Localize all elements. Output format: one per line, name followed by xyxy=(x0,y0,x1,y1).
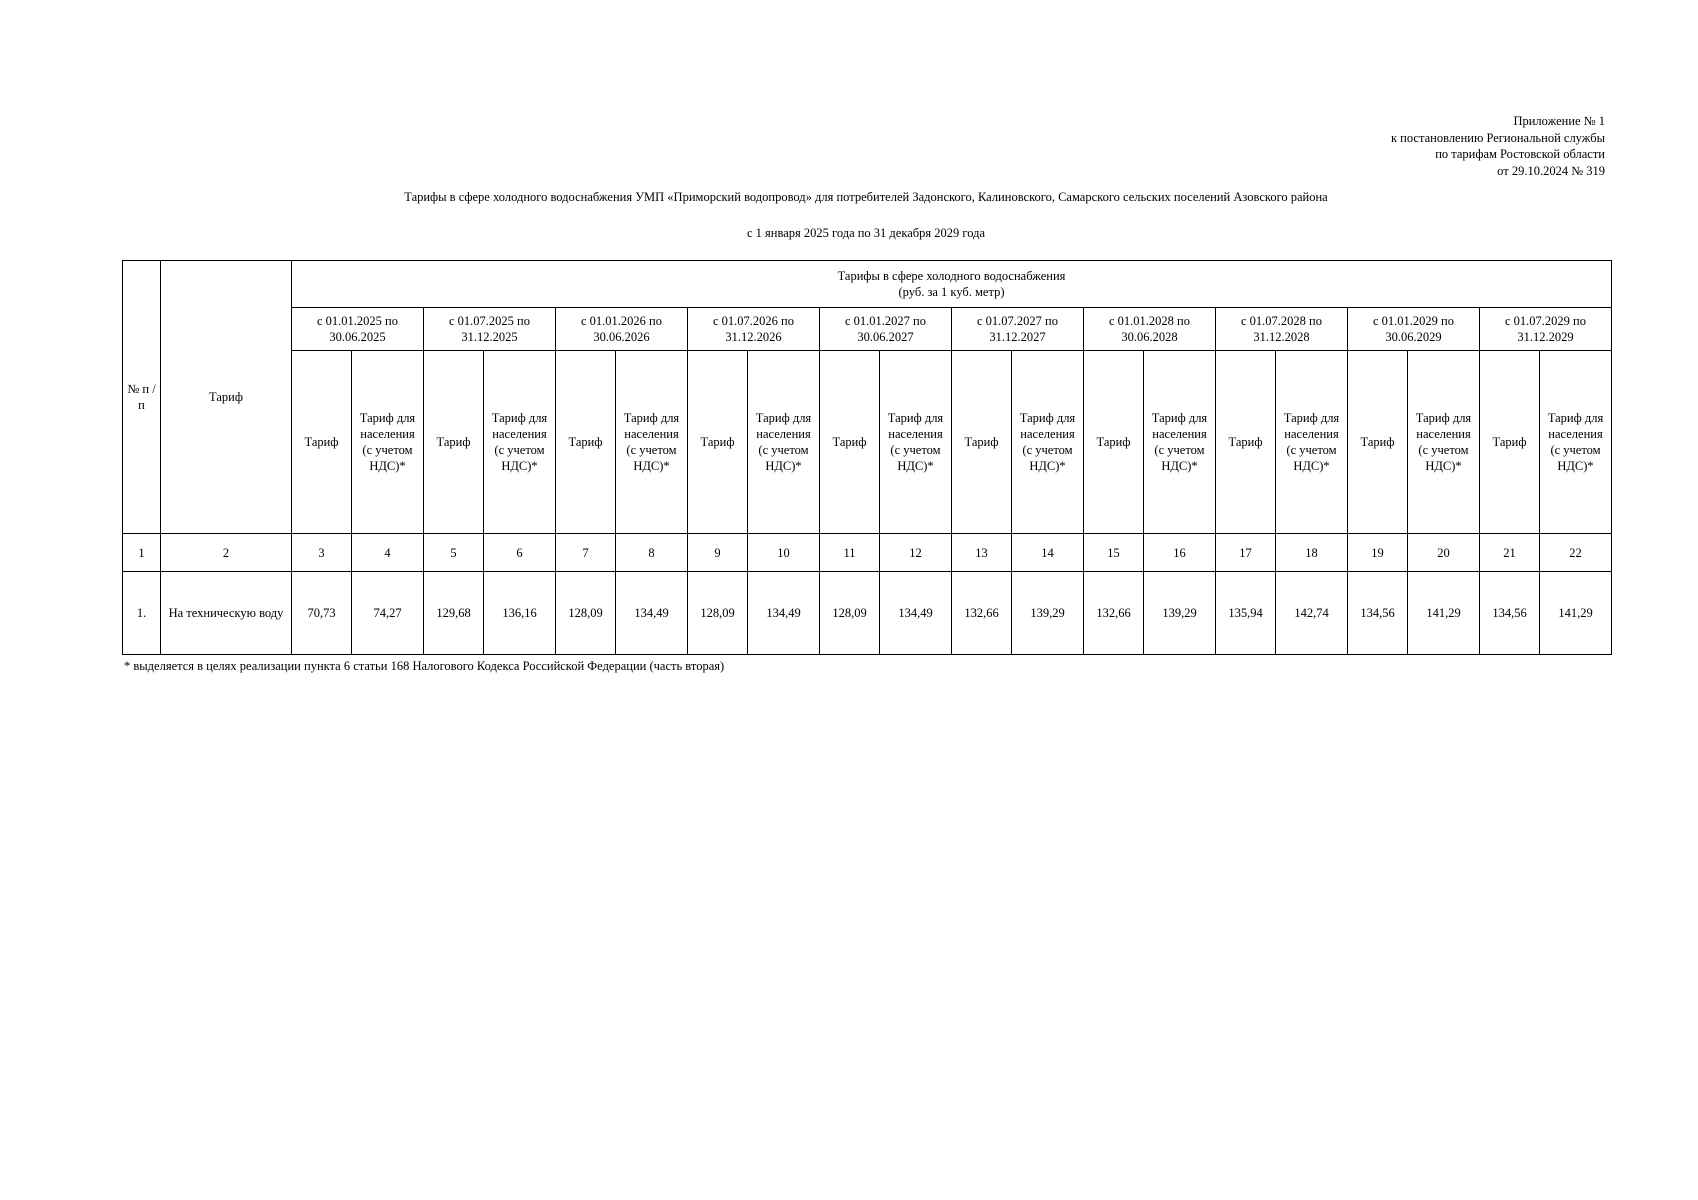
subheader-population-tariff-cell: Тариф для населения (с учетом НДС)* xyxy=(1276,351,1348,534)
table-row xyxy=(123,572,1612,655)
subheader-tariff-cell: Тариф xyxy=(556,351,616,534)
tariff-value-cell: 70,73 xyxy=(292,572,352,655)
header-tariff-cell: Тариф xyxy=(161,261,292,534)
subheader-population-tariff-cell: Тариф для населения (с учетом НДС)* xyxy=(880,351,952,534)
column-number-cell: 4 xyxy=(352,534,424,572)
tariff-value-cell: 128,09 xyxy=(556,572,616,655)
period-header-cell xyxy=(424,308,556,351)
appendix-line-1: Приложение № 1 xyxy=(1513,114,1605,128)
subheader-population-tariff-cell: Тариф для населения (с учетом НДС)* xyxy=(748,351,820,534)
column-number-cell: 9 xyxy=(688,534,748,572)
column-number-cell: 20 xyxy=(1408,534,1480,572)
appendix-line-2: к постановлению Региональной службы xyxy=(1390,130,1605,145)
column-number-cell: 5 xyxy=(424,534,484,572)
appendix-line-3: по тарифам Ростовской области xyxy=(1435,147,1605,161)
subheader-tariff-cell: Тариф xyxy=(1480,351,1540,534)
subheader-tariff-cell: Тариф xyxy=(820,351,880,534)
tariff-value-cell: 134,49 xyxy=(748,572,820,655)
header-number-cell: № п /п xyxy=(123,261,161,534)
period-start: с 01.07.2025 по xyxy=(449,314,530,328)
table-header-row xyxy=(123,261,1612,308)
subheader-tariff-cell: Тариф xyxy=(688,351,748,534)
tariff-value-cell: 134,56 xyxy=(1480,572,1540,655)
tariff-value-cell: 134,49 xyxy=(880,572,952,655)
subheader-tariff-cell: Тариф xyxy=(952,351,1012,534)
table-period-row xyxy=(123,308,1612,351)
tariff-value-cell: 134,49 xyxy=(616,572,688,655)
tariff-value-cell: 74,27 xyxy=(352,572,424,655)
period-end: 31.12.2026 xyxy=(725,330,782,344)
subheader-tariff-cell: Тариф xyxy=(1348,351,1408,534)
tariff-value-cell: 128,09 xyxy=(688,572,748,655)
column-number-cell: 3 xyxy=(292,534,352,572)
column-number-cell: 22 xyxy=(1540,534,1612,572)
column-number-cell: 15 xyxy=(1084,534,1144,572)
column-number-cell: 17 xyxy=(1216,534,1276,572)
column-number-cell: 14 xyxy=(1012,534,1084,572)
column-number-cell: 1 xyxy=(123,534,161,572)
subheader-tariff-cell: Тариф xyxy=(292,351,352,534)
period-start: с 01.01.2027 по xyxy=(845,314,926,328)
footnote: * выделяется в целях реализации пункта 6 статьи 168 Налогового Кодекса Российской Федерации (часть вторая) xyxy=(124,659,725,673)
column-number-cell: 11 xyxy=(820,534,880,572)
period-end: 30.06.2025 xyxy=(329,330,386,344)
tariff-value-cell: 135,94 xyxy=(1216,572,1276,655)
document-period: с 1 января 2025 года по 31 декабря 2029 года xyxy=(746,226,985,240)
period-end: 31.12.2027 xyxy=(989,330,1046,344)
period-start: с 01.01.2029 по xyxy=(1373,314,1454,328)
period-header-cell xyxy=(556,308,688,351)
period-header-cell xyxy=(688,308,820,351)
period-end: 30.06.2029 xyxy=(1385,330,1442,344)
period-start: с 01.01.2025 по xyxy=(317,314,398,328)
group-header-line-2: (руб. за 1 куб. метр) xyxy=(898,285,1005,299)
tariff-value-cell: 139,29 xyxy=(1012,572,1084,655)
subheader-population-tariff-cell: Тариф для населения (с учетом НДС)* xyxy=(1540,351,1612,534)
period-header-cell xyxy=(1216,308,1348,351)
tariff-value-cell: 141,29 xyxy=(1408,572,1480,655)
subheader-population-tariff-cell: Тариф для населения (с учетом НДС)* xyxy=(1012,351,1084,534)
tariff-value-cell: 139,29 xyxy=(1144,572,1216,655)
subheader-population-tariff-cell: Тариф для населения (с учетом НДС)* xyxy=(1144,351,1216,534)
period-header-cell xyxy=(1480,308,1612,351)
period-end: 31.12.2028 xyxy=(1253,330,1310,344)
subheader-population-tariff-cell: Тариф для населения (с учетом НДС)* xyxy=(616,351,688,534)
period-start: с 01.07.2027 по xyxy=(977,314,1058,328)
subheader-population-tariff-cell: Тариф для населения (с учетом НДС)* xyxy=(484,351,556,534)
appendix-header xyxy=(1391,113,1605,179)
subheader-tariff-cell: Тариф xyxy=(1084,351,1144,534)
subheader-tariff-cell: Тариф xyxy=(1216,351,1276,534)
column-number-cell: 8 xyxy=(616,534,688,572)
column-number-cell: 19 xyxy=(1348,534,1408,572)
tariff-value-cell: 136,16 xyxy=(484,572,556,655)
tariff-value-cell: 128,09 xyxy=(820,572,880,655)
tariff-value-cell: 132,66 xyxy=(1084,572,1144,655)
column-number-cell: 6 xyxy=(484,534,556,572)
period-start: с 01.01.2026 по xyxy=(581,314,662,328)
row-name-cell: На техническую воду xyxy=(161,572,292,655)
period-start: с 01.01.2028 по xyxy=(1109,314,1190,328)
period-header-cell xyxy=(820,308,952,351)
tariff-value-cell: 134,56 xyxy=(1348,572,1408,655)
tariff-value-cell: 132,66 xyxy=(952,572,1012,655)
tariff-value-cell: 141,29 xyxy=(1540,572,1612,655)
period-header-cell xyxy=(952,308,1084,351)
period-header-cell xyxy=(1084,308,1216,351)
document-title: Тарифы в сфере холодного водоснабжения УМП «Приморский водопровод» для потребителей Задонского, Калиновского, Самарского сельских поселений Азовского района xyxy=(404,190,1328,204)
period-end: 30.06.2028 xyxy=(1121,330,1178,344)
period-header-cell xyxy=(1348,308,1480,351)
column-number-cell: 21 xyxy=(1480,534,1540,572)
column-number-cell: 2 xyxy=(161,534,292,572)
period-header-cell xyxy=(292,308,424,351)
period-end: 31.12.2029 xyxy=(1517,330,1574,344)
column-number-cell: 16 xyxy=(1144,534,1216,572)
table-column-number-row xyxy=(123,534,1612,572)
row-number-cell: 1. xyxy=(123,572,161,655)
column-number-cell: 7 xyxy=(556,534,616,572)
period-end: 30.06.2026 xyxy=(593,330,650,344)
tariff-table xyxy=(122,260,1612,655)
period-start: с 01.07.2026 по xyxy=(713,314,794,328)
period-end: 30.06.2027 xyxy=(857,330,914,344)
subheader-population-tariff-cell: Тариф для населения (с учетом НДС)* xyxy=(1408,351,1480,534)
subheader-population-tariff-cell: Тариф для населения (с учетом НДС)* xyxy=(352,351,424,534)
column-number-cell: 12 xyxy=(880,534,952,572)
tariff-value-cell: 142,74 xyxy=(1276,572,1348,655)
period-start: с 01.07.2028 по xyxy=(1241,314,1322,328)
column-number-cell: 13 xyxy=(952,534,1012,572)
header-group-cell xyxy=(292,261,1612,308)
tariff-value-cell: 129,68 xyxy=(424,572,484,655)
period-start: с 01.07.2029 по xyxy=(1505,314,1586,328)
appendix-line-4: от 29.10.2024 № 319 xyxy=(1497,163,1605,178)
period-end: 31.12.2025 xyxy=(461,330,518,344)
table-subheader-row xyxy=(123,351,1612,534)
column-number-cell: 18 xyxy=(1276,534,1348,572)
column-number-cell: 10 xyxy=(748,534,820,572)
subheader-tariff-cell: Тариф xyxy=(424,351,484,534)
group-header-line-1: Тарифы в сфере холодного водоснабжения xyxy=(837,269,1066,283)
